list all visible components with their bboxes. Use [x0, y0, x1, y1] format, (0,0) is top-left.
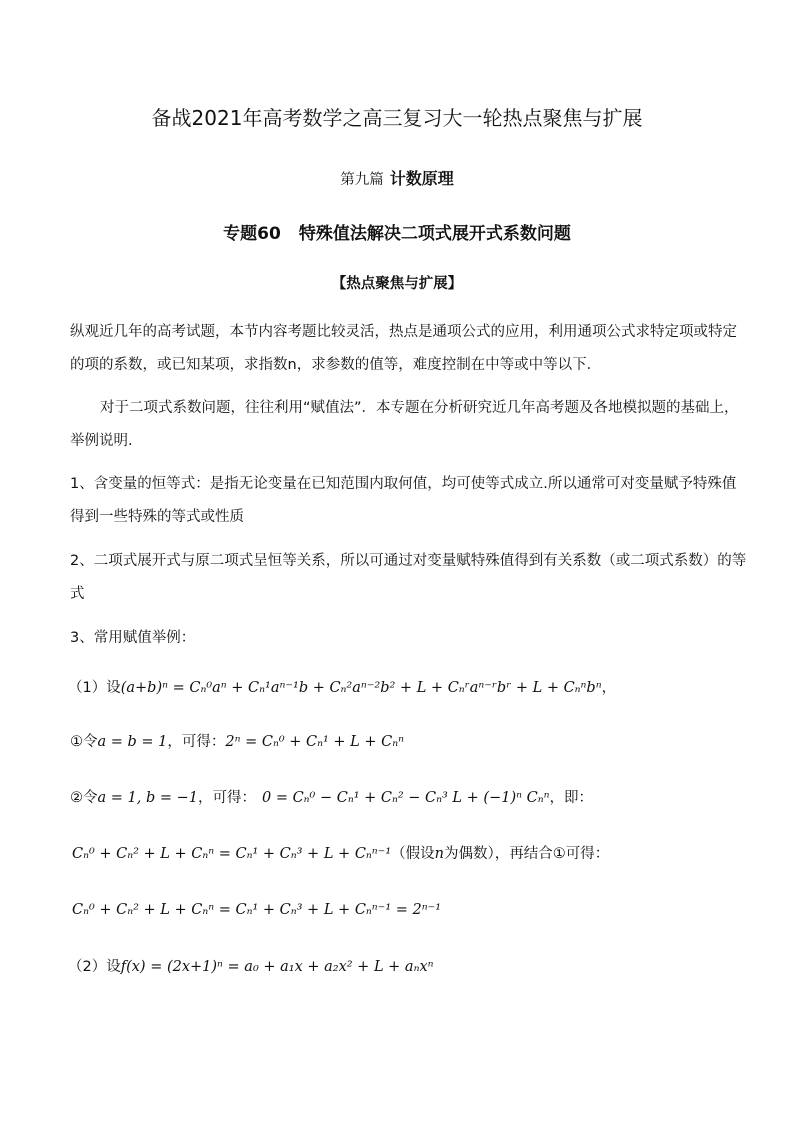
result-line-1	[72, 844, 609, 864]
result-note-prefix: （假设	[391, 846, 435, 862]
method-line-2: 举例说明.	[70, 433, 133, 449]
binomial-expansion-formula: (a+b)ⁿ = Cₙ⁰aⁿ + Cₙ¹aⁿ⁻¹b + Cₙ²aⁿ⁻²b² + L + Cₙʳaⁿ⁻ʳbʳ + L + Cₙⁿbⁿ	[120, 680, 602, 696]
case-1-prefix: ①令	[70, 734, 98, 750]
case-2-suffix: ，即：	[549, 790, 593, 806]
case-2	[70, 788, 593, 808]
result-formula-2: Cₙ⁰ + Cₙ² + L + Cₙⁿ = Cₙ¹ + Cₙ³ + L + Cₙⁿ⁻¹ = 2ⁿ⁻¹	[72, 902, 442, 918]
result-note-suffix: 为偶数），再结合①可得：	[443, 846, 610, 862]
intro-line-2: 的项的系数，或已知某项，求指数n，求参数的值等，难度控制在中等或中等以下．	[70, 357, 602, 373]
point-1-line-2: 得到一些特殊的等式或性质	[70, 509, 244, 525]
case-2-condition: a = 1, b = −1	[97, 790, 198, 806]
part-label: 第九篇	[340, 172, 384, 188]
section-heading: 【热点聚焦与扩展】	[331, 276, 463, 292]
item-2	[68, 957, 434, 977]
case-1-mid: ，可得：	[167, 734, 226, 750]
document-title: 备战2021年高考数学之高三复习大一轮热点聚焦与扩展	[151, 106, 643, 130]
case-2-prefix: ②令	[70, 790, 98, 806]
case-1-formula: 2ⁿ = Cₙ⁰ + Cₙ¹ + L + Cₙⁿ	[225, 734, 405, 750]
point-2-line-2: 式	[70, 586, 85, 602]
point-1-line-1: 1、含变量的恒等式：是指无论变量在已知范围内取何值，均可使等式成立.所以通常可对变量赋予特殊值	[70, 476, 737, 492]
topic-number: 专题60	[223, 224, 281, 244]
intro-line-1: 纵观近几年的高考试题，本节内容考题比较灵活，热点是通项公式的应用，利用通项公式求特定项或特定	[70, 324, 737, 340]
item-1-prefix: （1）设	[68, 680, 121, 696]
part-name: 计数原理	[389, 169, 454, 188]
point-3: 3、常用赋值举例：	[70, 630, 196, 646]
result-formula: Cₙ⁰ + Cₙ² + L + Cₙⁿ = Cₙ¹ + Cₙ³ + L + Cₙⁿ⁻¹	[72, 846, 392, 862]
case-2-mid: ，可得：	[197, 790, 256, 806]
function-expansion-formula: f(x) = (2x+1)ⁿ = a₀ + a₁x + a₂x² + L + aₙxⁿ	[120, 959, 434, 975]
point-2-line-1: 2、二项式展开式与原二项式呈恒等关系，所以可通过对变量赋特殊值得到有关系数（或二项式系数）的等	[70, 553, 747, 569]
method-line-1: 对于二项式系数问题，往往利用“赋值法”．本专题在分析研究近几年高考题及各地模拟题的基础上，	[100, 400, 739, 416]
item-2-prefix: （2）设	[68, 959, 121, 975]
topic-name: 特殊值法解决二项式展开式系数问题	[298, 224, 571, 244]
item-1-suffix: ，	[601, 680, 617, 696]
part-heading	[0, 169, 794, 190]
case-1	[70, 732, 404, 752]
topic-heading	[0, 222, 794, 246]
result-line-2	[72, 900, 441, 920]
result-note-variable: n	[434, 846, 444, 862]
case-2-formula: 0 = Cₙ⁰ − Cₙ¹ + Cₙ² − Cₙ³ L + (−1)ⁿ Cₙⁿ	[261, 790, 550, 806]
item-1	[68, 678, 616, 698]
case-1-condition: a = b = 1	[97, 734, 168, 750]
